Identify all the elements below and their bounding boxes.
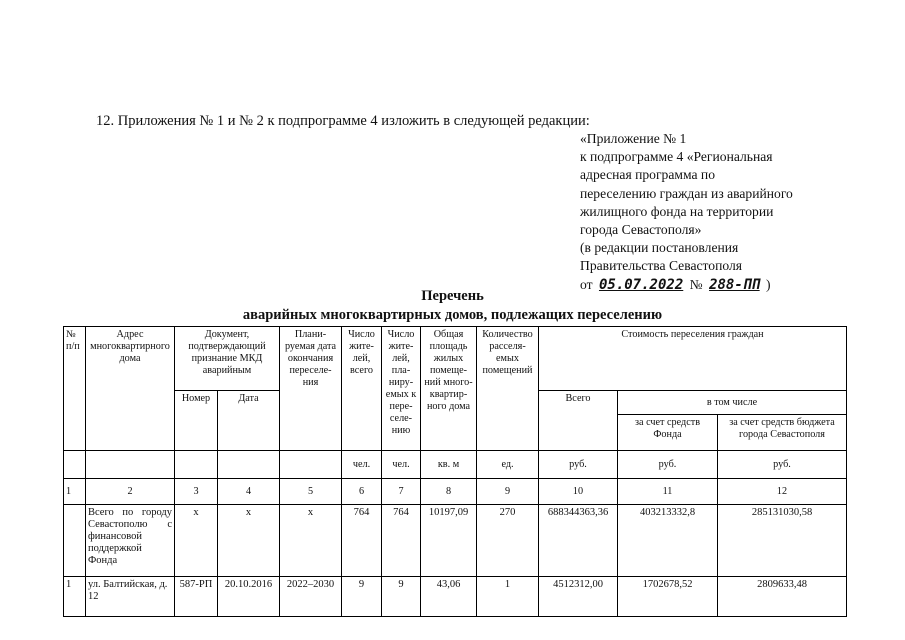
- appendix-line: переселению граждан из аварийного: [580, 185, 793, 201]
- column-number: 3: [175, 479, 218, 505]
- header-area: Общая площадь жилых помеще- ний много- квартир- ного дома: [421, 327, 477, 451]
- appendix-line: Правительства Севастополя: [580, 258, 743, 274]
- column-number: 12: [718, 479, 847, 505]
- row-rooms: 270: [477, 505, 539, 577]
- row-cost-total: 688344363,36: [539, 505, 618, 577]
- header-budget: за счет средств бюджета города Севастополя: [718, 415, 847, 451]
- houses-table: [63, 326, 847, 617]
- header-document: Документ, подтверждающий признание МКД аварийным: [175, 327, 280, 391]
- appendix-line: города Севастополя»: [580, 222, 702, 238]
- header-address: Адрес многоквартирного дома: [86, 327, 175, 451]
- row-number: [64, 505, 86, 577]
- row-address: ул. Балтийская, д. 12: [86, 577, 175, 617]
- row-planned-date: х: [280, 505, 342, 577]
- column-number: 7: [382, 479, 421, 505]
- row-residents-total: 9: [342, 577, 382, 617]
- number-prefix: №: [689, 276, 703, 292]
- column-number: 6: [342, 479, 382, 505]
- header-including: в том числе: [618, 391, 847, 415]
- column-number: 8: [421, 479, 477, 505]
- row-doc-date: х: [218, 505, 280, 577]
- appendix-line: адресная программа по: [580, 167, 716, 183]
- header-residents-planned: Число жите- лей, пла- ниру- емых к пере- селе- нию: [382, 327, 421, 451]
- table-row: [64, 505, 847, 577]
- header-doc-number: Номер: [175, 391, 218, 451]
- appendix-line: жилищного фонда на территории: [580, 203, 774, 219]
- table-subtitle: аварийных многоквартирных домов, подлежащих переселению: [242, 307, 663, 323]
- row-cost-budget: 2809633,48: [718, 577, 847, 617]
- row-planned-date: 2022–2030: [280, 577, 342, 617]
- column-number-row: [64, 479, 847, 505]
- unit-cell: руб.: [539, 451, 618, 479]
- row-doc-number: х: [175, 505, 218, 577]
- row-residents-planned: 764: [382, 505, 421, 577]
- row-rooms: 1: [477, 577, 539, 617]
- row-cost-fund: 1702678,52: [618, 577, 718, 617]
- header-residents-total: Число жите- лей, всего: [342, 327, 382, 451]
- appendix-line: «Приложение № 1: [580, 131, 687, 146]
- row-doc-date: 20.10.2016: [218, 577, 280, 617]
- appendix-line: к подпрограмме 4 «Региональная: [580, 149, 773, 165]
- decree-number: 288-ПП: [709, 276, 760, 293]
- unit-cell: чел.: [342, 451, 382, 479]
- row-address: Всего по городу Севастополю с финансовой поддержкой Фонда: [86, 505, 175, 577]
- unit-cell: руб.: [718, 451, 847, 479]
- table-title: Перечень: [421, 288, 484, 304]
- row-area: 10197,09: [421, 505, 477, 577]
- row-cost-total: 4512312,00: [539, 577, 618, 617]
- appendix-header: [580, 130, 880, 294]
- column-number: 1: [64, 479, 86, 505]
- row-residents-planned: 9: [382, 577, 421, 617]
- date-prefix: от: [580, 276, 593, 292]
- table-row: [64, 577, 847, 617]
- intro-paragraph: 12. Приложения № 1 и № 2 к подпрограмме 4 изложить в следующей редакции:: [96, 113, 590, 129]
- unit-cell: чел.: [382, 451, 421, 479]
- header-planned-date: Плани- руемая дата окончания переселе- ния: [280, 327, 342, 451]
- column-number: 10: [539, 479, 618, 505]
- row-cost-fund: 403213332,8: [618, 505, 718, 577]
- row-number: 1: [64, 577, 86, 617]
- decree-date: 05.07.2022: [598, 276, 684, 293]
- row-residents-total: 764: [342, 505, 382, 577]
- header-cost: Стоимость переселения граждан: [539, 327, 847, 391]
- column-number: 9: [477, 479, 539, 505]
- header-rooms: Количество расселя- емых помещений: [477, 327, 539, 451]
- header-num: № п/п: [64, 327, 86, 451]
- header-cost-total: Всего: [539, 391, 618, 451]
- column-number: 2: [86, 479, 175, 505]
- unit-cell: руб.: [618, 451, 718, 479]
- closing-paren: ): [766, 276, 771, 292]
- column-number: 4: [218, 479, 280, 505]
- column-number: 11: [618, 479, 718, 505]
- header-fund: за счет средств Фонда: [618, 415, 718, 451]
- unit-cell: кв. м: [421, 451, 477, 479]
- row-area: 43,06: [421, 577, 477, 617]
- unit-cell: ед.: [477, 451, 539, 479]
- column-number: 5: [280, 479, 342, 505]
- appendix-line: (в редакции постановления: [580, 240, 739, 256]
- row-cost-budget: 285131030,58: [718, 505, 847, 577]
- header-doc-date: Дата: [218, 391, 280, 451]
- row-doc-number: 587-РП: [175, 577, 218, 617]
